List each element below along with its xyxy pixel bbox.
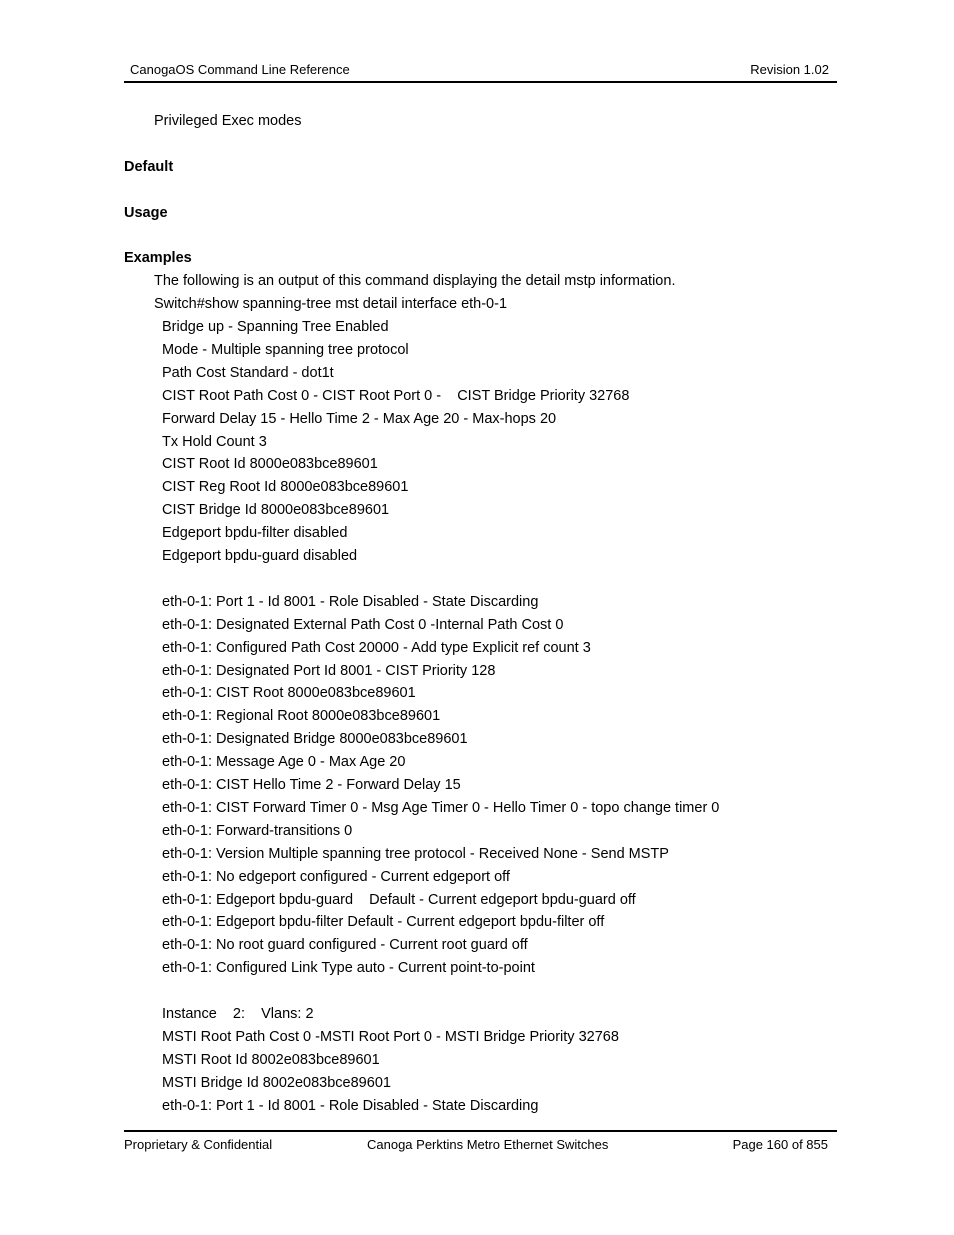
output-line: Edgeport bpdu-guard disabled (162, 548, 358, 564)
output-line: CIST Reg Root Id 8000e083bce89601 (162, 479, 409, 495)
output-line: eth-0-1: CIST Hello Time 2 - Forward Delay 15 (162, 777, 461, 793)
output-line: eth-0-1: Version Multiple spanning tree protocol - Received None - Send MSTP (162, 846, 669, 862)
output-line: eth-0-1: Port 1 - Id 8001 - Role Disabled - State Discarding (162, 1098, 539, 1114)
output-line: Tx Hold Count 3 (162, 434, 267, 450)
document-title: CanogaOS Command Line Reference (130, 62, 350, 77)
output-line: CIST Bridge Id 8000e083bce89601 (162, 502, 390, 518)
header-divider (124, 81, 837, 83)
output-line: eth-0-1: Configured Path Cost 20000 - Add type Explicit ref count 3 (162, 640, 591, 656)
footer-product: Canoga Perktins Metro Ethernet Switches (367, 1137, 609, 1152)
output-line: eth-0-1: Regional Root 8000e083bce89601 (162, 708, 441, 724)
output-line: eth-0-1: CIST Root 8000e083bce89601 (162, 685, 416, 701)
output-line: Forward Delay 15 - Hello Time 2 - Max Age 20 - Max-hops 20 (162, 411, 557, 427)
footer-confidential: Proprietary & Confidential (124, 1137, 273, 1152)
revision-label: Revision 1.02 (750, 62, 829, 77)
output-line: eth-0-1: Edgeport bpdu-guard Default - Current edgeport bpdu-guard off (162, 892, 636, 908)
output-line: eth-0-1: No edgeport configured - Current edgeport off (162, 869, 510, 885)
examples-intro: The following is an output of this command displaying the detail mstp information. (154, 273, 676, 289)
output-line: Path Cost Standard - dot1t (162, 365, 334, 381)
mode-text: Privileged Exec modes (154, 113, 302, 129)
output-line: eth-0-1: Designated External Path Cost 0 -Internal Path Cost 0 (162, 617, 564, 633)
output-line: CIST Root Path Cost 0 - CIST Root Port 0 - CIST Bridge Priority 32768 (162, 388, 630, 404)
output-line: eth-0-1: Edgeport bpdu-filter Default - Current edgeport bpdu-filter off (162, 914, 605, 930)
output-line: MSTI Bridge Id 8002e083bce89601 (162, 1075, 391, 1091)
output-line: eth-0-1: Forward-transitions 0 (162, 823, 353, 839)
page-number: Page 160 of 855 (732, 1137, 828, 1152)
output-line: MSTI Root Id 8002e083bce89601 (162, 1052, 380, 1068)
output-line: eth-0-1: Designated Port Id 8001 - CIST Priority 128 (162, 663, 496, 679)
output-line: CIST Root Id 8000e083bce89601 (162, 456, 378, 472)
output-line: eth-0-1: Designated Bridge 8000e083bce89601 (162, 731, 468, 747)
footer-divider (124, 1130, 837, 1132)
output-line: eth-0-1: Configured Link Type auto - Current point-to-point (162, 960, 535, 976)
output-line: eth-0-1: No root guard configured - Current root guard off (162, 937, 528, 953)
output-line: Instance 2: Vlans: 2 (162, 1006, 314, 1022)
output-line: Bridge up - Spanning Tree Enabled (162, 319, 389, 335)
example-command: Switch#show spanning-tree mst detail interface eth-0-1 (154, 296, 508, 312)
output-line: eth-0-1: Message Age 0 - Max Age 20 (162, 754, 406, 770)
examples-heading: Examples (124, 250, 192, 266)
output-line: eth-0-1: Port 1 - Id 8001 - Role Disabled - State Discarding (162, 594, 539, 610)
default-heading: Default (124, 159, 174, 175)
output-line: Mode - Multiple spanning tree protocol (162, 342, 409, 358)
usage-heading: Usage (124, 205, 168, 221)
output-line: eth-0-1: CIST Forward Timer 0 - Msg Age Timer 0 - Hello Timer 0 - topo change timer 0 (162, 800, 720, 816)
output-line: MSTI Root Path Cost 0 -MSTI Root Port 0 - MSTI Bridge Priority 32768 (162, 1029, 619, 1045)
output-line: Edgeport bpdu-filter disabled (162, 525, 348, 541)
